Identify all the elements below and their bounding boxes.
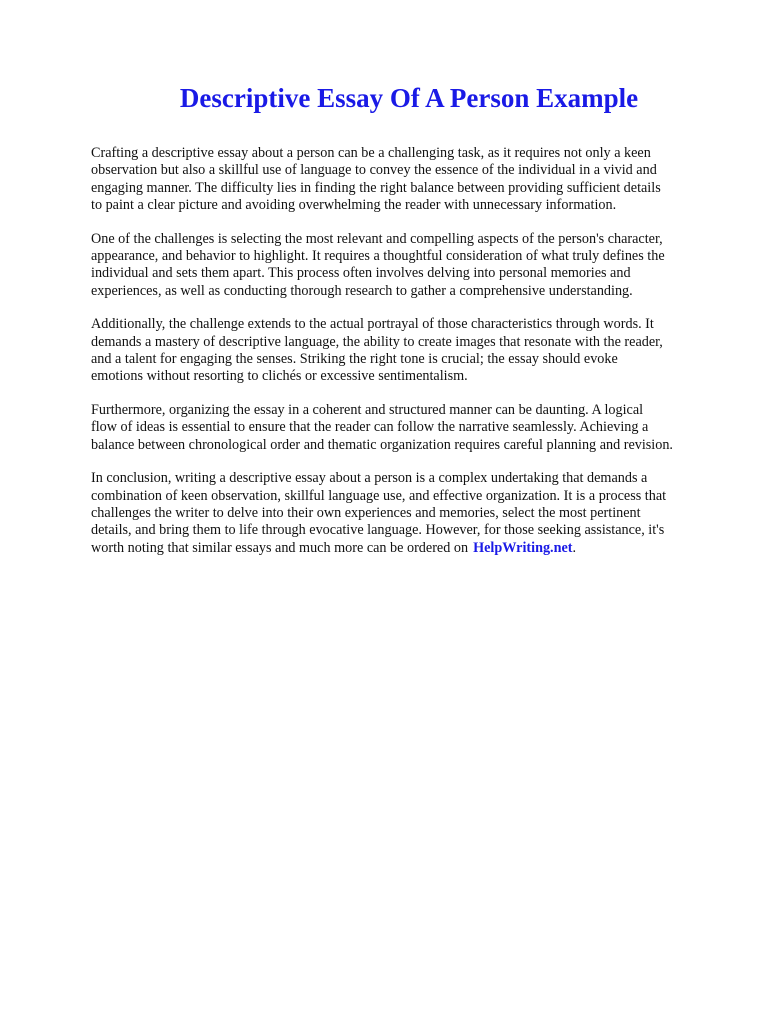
final-line-text: worth noting that similar essays and much more can be ordered on [91,539,469,556]
paragraph-line: Crafting a descriptive essay about a person can be a challenging task, as it requires not only a keen [91,145,651,161]
paragraph-line: In conclusion, writing a descriptive essay about a person is a complex undertaking that demands a [91,470,648,487]
paragraph-final-line [91,540,731,557]
paragraph-line: experiences, as well as conducting thorough research to gather a comprehensive understanding. [91,282,633,299]
final-punctuation: . [572,539,577,556]
paragraph-line: Furthermore, organizing the essay in a coherent and structured manner can be daunting. A logical [91,402,644,419]
paragraph-line: appearance, and behavior to highlight. It requires a thoughtful consideration of what truly defines the [91,247,665,264]
document-title: Descriptive Essay Of A Person Example [179,83,639,113]
paragraph-line: details, and bring them to life through evocative language. However, for those seeking assistance, it's [91,522,665,539]
paragraph-line: to paint a clear picture and avoiding overwhelming the reader with unnecessary information. [91,196,617,213]
paragraph-line: combination of keen observation, skillful language use, and effective organization. It is a process that [91,487,667,504]
paragraph-5 [91,470,731,556]
paragraph-line: emotions without resorting to clichés or excessive sentimentalism. [91,368,468,385]
paragraph-line: and a talent for engaging the senses. Striking the right tone is crucial; the essay should evoke [91,350,618,367]
paragraph-line: observation but also a skillful use of language to convey the essence of the individual in a vivid and [91,162,657,179]
paragraph-2 [91,231,731,300]
paragraph-line: Additionally, the challenge extends to the actual portrayal of those characteristics through words. It [91,316,654,333]
paragraph-line: engaging manner. The difficulty lies in finding the right balance between providing sufficient details [91,179,661,196]
document-body [91,145,731,573]
paragraph-line: demands a mastery of descriptive language, the ability to create images that resonate with the reader, [91,333,663,350]
paragraph-line: balance between chronological order and thematic organization requires careful planning and revision. [91,436,673,453]
paragraph-line: One of the challenges is selecting the most relevant and compelling aspects of the person's character, [91,230,663,247]
paragraph-3 [91,316,731,385]
paragraph-line: individual and sets them apart. This process often involves delving into personal memories and [91,265,631,282]
paragraph-line: challenges the writer to delve into their own experiences and memories, select the most pertinent [91,505,641,522]
paragraph-4 [91,402,731,454]
helpwriting-link[interactable]: HelpWriting.net [473,539,573,556]
paragraph-line: flow of ideas is essential to ensure that the reader can follow the narrative seamlessly. Achieving a [91,419,649,436]
paragraph-1 [91,145,731,214]
